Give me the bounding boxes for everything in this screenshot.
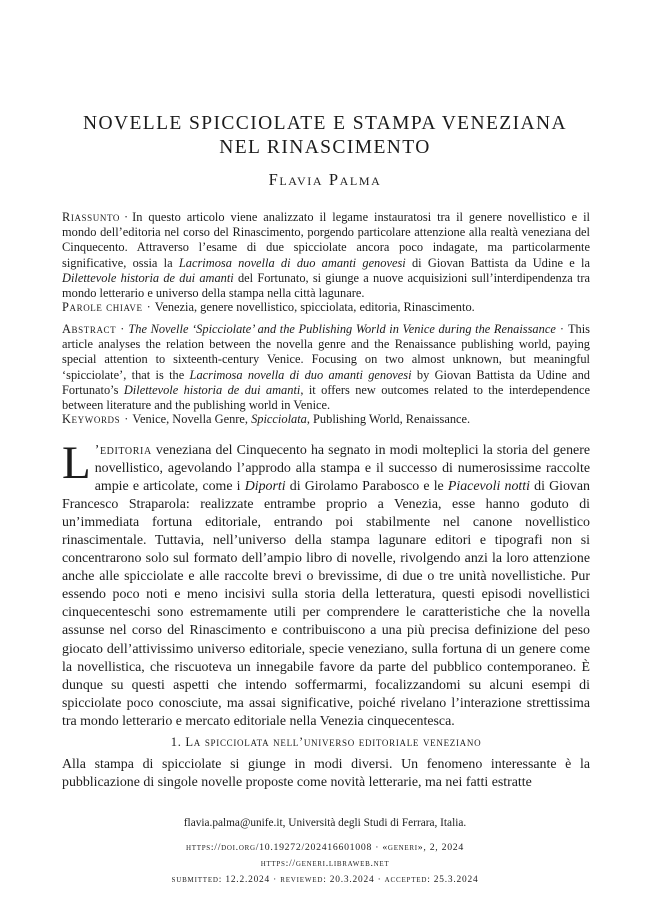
submission-dates: submitted: 12.2.2024 · reviewed: 20.3.2024 · accepted: 25.3.2024	[171, 875, 479, 885]
riassunto-label: Riassunto	[62, 210, 121, 224]
abstract-paragraph: Abstract · The Novelle ‘Spicciolate’ and the Publishing World in Venice during the Renaissance · This article analyses the relation between the novella genre and the Renaissance publishing world, paying special attention to sixteenth-century Venice. Focusing on two almost unknown, but meaningful ‘spicciolate’, that is the Lacrimosa novella di duo amanti genovesi by Giovan Battista da Udine and Fortunato’s Dilettevole historia de dui amanti, it offers new outcomes related to the interdependence between literature and the publishing world in Venice.	[62, 322, 591, 413]
title-line-2: NEL RINASCIMENTO	[219, 137, 431, 158]
riassunto-paragraph: Riassunto · In questo articolo viene analizzato il legame instauratosi tra il genere novellistico e il mondo dell’editoria nel corso del Rinascimento, porgendo particolare attenzione alla realtà veneziana del Cinquecento. Attraverso l’esame di due spicciolate ancora poco indagate, ma particolarmente significative, ossia la Lacrimosa novella di duo amanti genovesi di Giovan Battista da Udine e la Dilettevole historia de dui amanti del Fortunato, si giunge a nuove acquisizioni sull’interdipendenza tra mondo letterario e universo della stampa nella città lagunare.	[62, 210, 590, 301]
separator-dot: ·	[120, 322, 125, 336]
intro-paragraph: L ’editoria veneziana del Cinquecento ha segnato in modi molteplici la storia del genere novellistico, agevolando l’approdo alla stampa e il successo di numerosissime raccolte ampie e articolate, come i Diporti di Girolamo Parabosco e le Piacevoli notti di Giovan Francesco Straparola: realizzate entrambe proprio a Venezia, esse hanno goduto di un’immediata fortuna editoriale, entrando poi stabilmente nel canone novellistico rinascimentale. Tuttavia, nell’universo della stampa lagunare editori e tipografi non si concentrarono solo sul formato dell’ampio libro di novelle, rivolgendo anzi la loro attenzione anche alle spicciolate e alle raccolte brevi o brevissime, di due o tre unità novellistiche. Pur essendo poco noti e meno incisivi sulla storia della letteratura, questi episodi novellistici cinquecenteschi sono estremamente utili per comprendere le caratteristiche che la novella assunse nel corso del Rinascimento e contribuiscono a una più precisa definizione del peso giocato dell’attivissimo universo editoriale, specie veneziano, sulla fortuna di un genere come la novellistica, che riscuoteva un innegabile favore da parte del pubblico contemporaneo. È dunque su questi aspetti che intendo soffermarmi, focalizzandomi su alcuni esempi di spicciolate poco conosciute, ma assai significative, poiché rivelano l’interazione strettissima tra mondo letterario e mercato editoriale nella Venezia cinquecentesca.	[62, 437, 590, 729]
work-title: Lacrimosa novella di duo amanti genovesi	[178, 255, 406, 270]
work-title: Dilettevole historia de dui amanti	[62, 270, 234, 285]
lead-word: ’editoria	[94, 443, 152, 458]
work-title: Diporti	[244, 479, 286, 495]
separator-dot: ·	[124, 412, 129, 426]
parole-chiave-line: Parole chiave · Venezia, genere novellistico, spicciolata, editoria, Rinascimento.	[62, 300, 475, 314]
section-paragraph: Alla stampa di spicciolate si giunge in modi diversi. Un fenomeno interessante è la pubblicazione di singole novelle proposte come novità letterarie, ma nei fatti estratte	[62, 757, 590, 791]
abstract-label: Abstract	[62, 322, 117, 336]
author-affiliation: flavia.palma@unife.it, Università degli Studi di Ferrara, Italia.	[183, 817, 467, 829]
doi-line: https://doi.org/10.19272/202416601008 · «generi», 2, 2024	[185, 842, 464, 853]
abstract-title: The Novelle ‘Spicciolate’ and the Publishing World in Venice during the Renaissance	[128, 322, 556, 336]
work-title: Piacevoli notti	[447, 479, 530, 495]
parole-chiave-label: Parole chiave	[62, 300, 143, 314]
keywords-line: Keywords · Venice, Novella Genre, Spicciolata, Publishing World, Renaissance.	[62, 412, 471, 426]
work-title: Lacrimosa novella di duo amanti genovesi	[189, 367, 412, 382]
separator-dot: ·	[559, 322, 564, 336]
work-title: Dilettevole historia de dui amanti	[123, 382, 301, 397]
journal-url: https://generi.libraweb.net	[260, 858, 390, 869]
article-title	[40, 112, 610, 160]
title-line-1: NOVELLE SPICCIOLATE E STAMPA VENEZIANA	[83, 113, 567, 134]
author-name: Flavia Palma	[268, 170, 382, 189]
separator-dot: ·	[124, 210, 129, 224]
keywords-label: Keywords	[62, 412, 121, 426]
drop-cap: L	[62, 437, 91, 489]
separator-dot: ·	[146, 300, 151, 314]
section-heading: 1. La spicciolata nell’universo editoriale veneziano	[170, 735, 482, 749]
